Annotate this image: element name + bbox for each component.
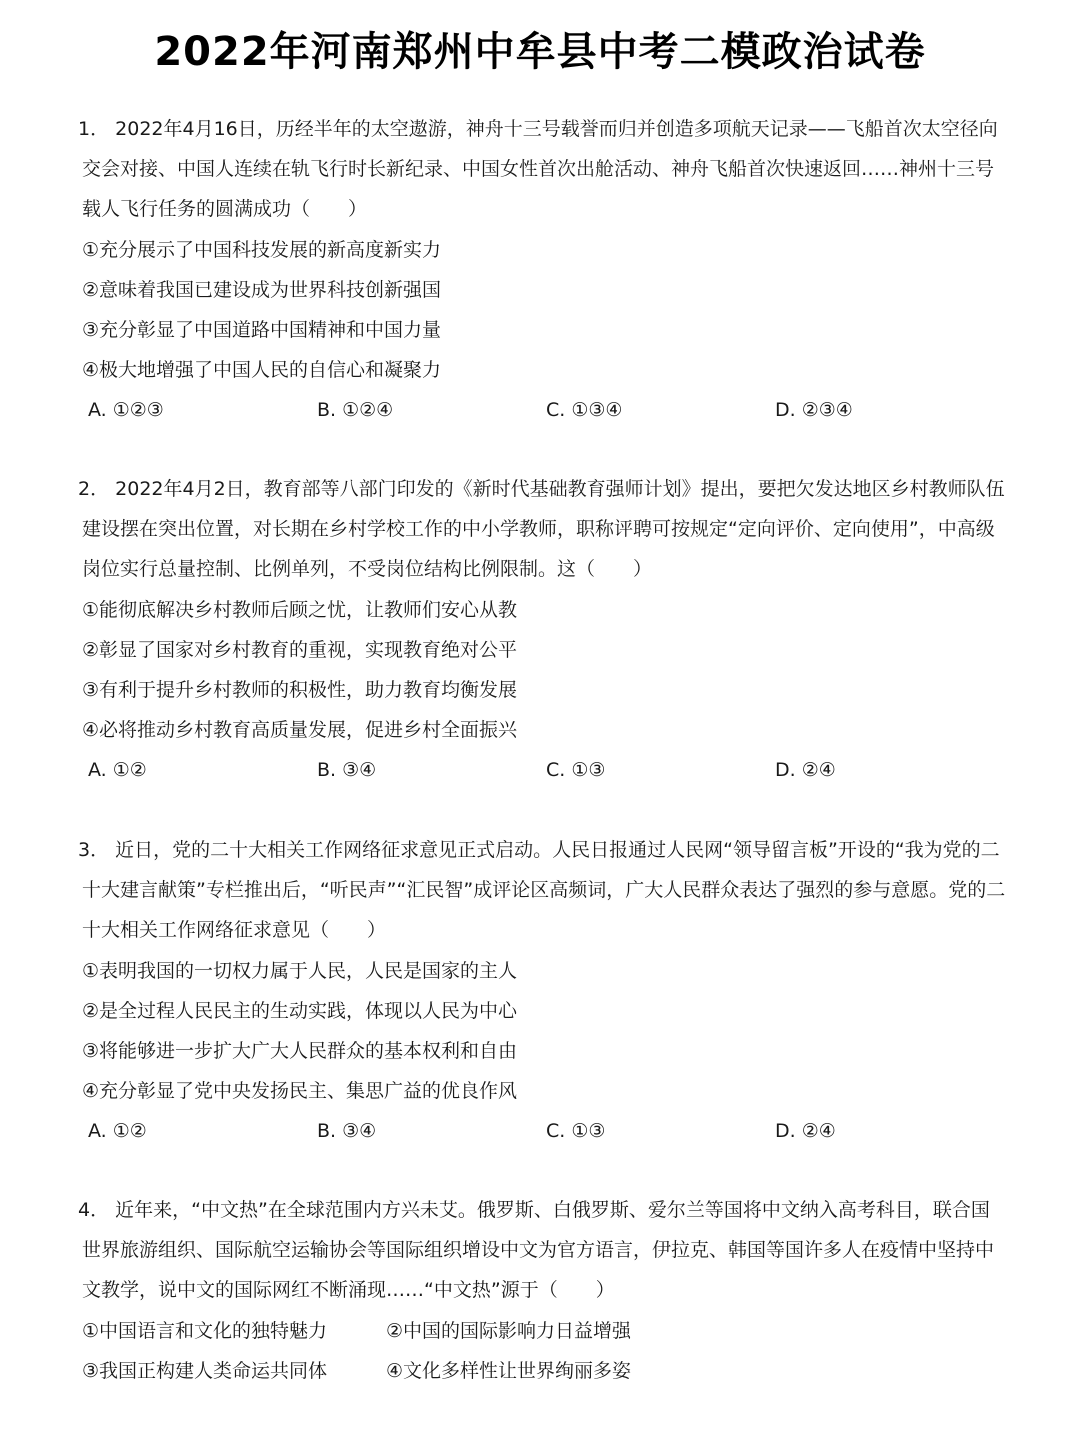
page-title: 2022年河南郑州中牟县中考二模政治试卷 <box>154 29 926 75</box>
question-number: 3． <box>78 839 110 861</box>
question-stem-text: 2022年4月16日，历经半年的太空遨游，神舟十三号载誉而归并创造多项航天记录——飞船首次太空径向交会对接、中国人连续在轨飞行时长新纪录、中国女性首次出舱活动、神舟飞船首次快速返回……神州十三号载人飞行任务的圆满成功（ ） <box>82 118 998 221</box>
statement-3: ③我国正构建人类命运共同体 <box>82 1359 328 1382</box>
answer-options <box>78 750 1008 790</box>
statement-3: ③充分彰显了中国道路中国精神和中国力量 <box>82 319 442 342</box>
statement-4: ④充分彰显了党中央发扬民主、集思广益的优良作风 <box>82 1080 518 1103</box>
option-a[interactable]: A. ①② <box>88 1120 147 1143</box>
statement-4: ④极大地增强了中国人民的自信心和凝聚力 <box>82 359 442 382</box>
statement-1: ①能彻底解决乡村教师后顾之忧，让教师们安心从教 <box>82 598 518 621</box>
statement-1: ①充分展示了中国科技发展的新高度新实力 <box>82 238 442 261</box>
statement-4: ④文化多样性让世界绚丽多姿 <box>386 1359 632 1382</box>
statement-3: ③有利于提升乡村教师的积极性，助力教育均衡发展 <box>82 679 518 702</box>
option-a[interactable]: A. ①② <box>88 759 147 782</box>
question-1 <box>78 109 1008 430</box>
question-stem <box>78 469 1008 590</box>
question-stem <box>78 109 1008 230</box>
option-b[interactable]: B. ①②④ <box>317 399 394 422</box>
question-stem-text: 近年来，“中文热”在全球范围内方兴未艾。俄罗斯、白俄罗斯、爱尔兰等国将中文纳入高考科目，联合国世界旅游组织、国际航空运输协会等国际组织增设中文为官方语言，伊拉克、韩国等国许多人在疫情中坚持中文教学，说中文的国际网红不断涌现……“中文热”源于（ ） <box>82 1199 995 1302</box>
question-stem <box>78 1190 1008 1311</box>
option-d[interactable]: D. ②④ <box>775 1120 836 1143</box>
statement-4: ④必将推动乡村教育高质量发展，促进乡村全面振兴 <box>82 719 518 742</box>
answer-options <box>78 1111 1008 1151</box>
question-3 <box>78 830 1008 1151</box>
statement-3: ③将能够进一步扩大广大人民群众的基本权利和自由 <box>82 1040 518 1063</box>
question-number: 2． <box>78 478 110 500</box>
question-stem-text: 2022年4月2日，教育部等八部门印发的《新时代基础教育强师计划》提出，要把欠发达地区乡村教师队伍建设摆在突出位置，对长期在乡村学校工作的中小学教师，职称评聘可按规定“定向评价、定向使用”，中高级岗位实行总量控制、比例单列，不受岗位结构比例限制。这（ ） <box>82 478 1005 581</box>
answer-options <box>78 390 1008 430</box>
question-number: 1． <box>78 118 110 140</box>
option-b[interactable]: B. ③④ <box>317 1120 377 1143</box>
option-c[interactable]: C. ①③ <box>546 759 606 782</box>
question-stem <box>78 830 1008 951</box>
option-d[interactable]: D. ②③④ <box>775 399 853 422</box>
question-4 <box>78 1190 1008 1391</box>
statement-1: ①中国语言和文化的独特魅力 <box>82 1319 328 1342</box>
option-a[interactable]: A. ①②③ <box>88 399 164 422</box>
statement-row <box>78 1311 1008 1351</box>
option-c[interactable]: C. ①③ <box>546 1120 606 1143</box>
statement-2: ②彰显了国家对乡村教育的重视，实现教育绝对公平 <box>82 638 518 661</box>
statement-2: ②中国的国际影响力日益增强 <box>386 1319 632 1342</box>
statement-1: ①表明我国的一切权力属于人民，人民是国家的主人 <box>82 959 518 982</box>
statement-row <box>78 1351 1008 1391</box>
statement-2: ②意味着我国已建设成为世界科技创新强国 <box>82 278 442 301</box>
option-c[interactable]: C. ①③④ <box>546 399 623 422</box>
question-stem-text: 近日，党的二十大相关工作网络征求意见正式启动。人民日报通过人民网“领导留言板”开设的“我为党的二十大建言献策”专栏推出后，“听民声”“汇民智”成评论区高频词，广大人民群众表达了强烈的参与意愿。党的二十大相关工作网络征求意见（ ） <box>82 839 1006 942</box>
option-b[interactable]: B. ③④ <box>317 759 377 782</box>
option-d[interactable]: D. ②④ <box>775 759 836 782</box>
question-number: 4． <box>78 1199 110 1221</box>
question-2 <box>78 469 1008 790</box>
statement-2: ②是全过程人民民主的生动实践，体现以人民为中心 <box>82 999 518 1022</box>
